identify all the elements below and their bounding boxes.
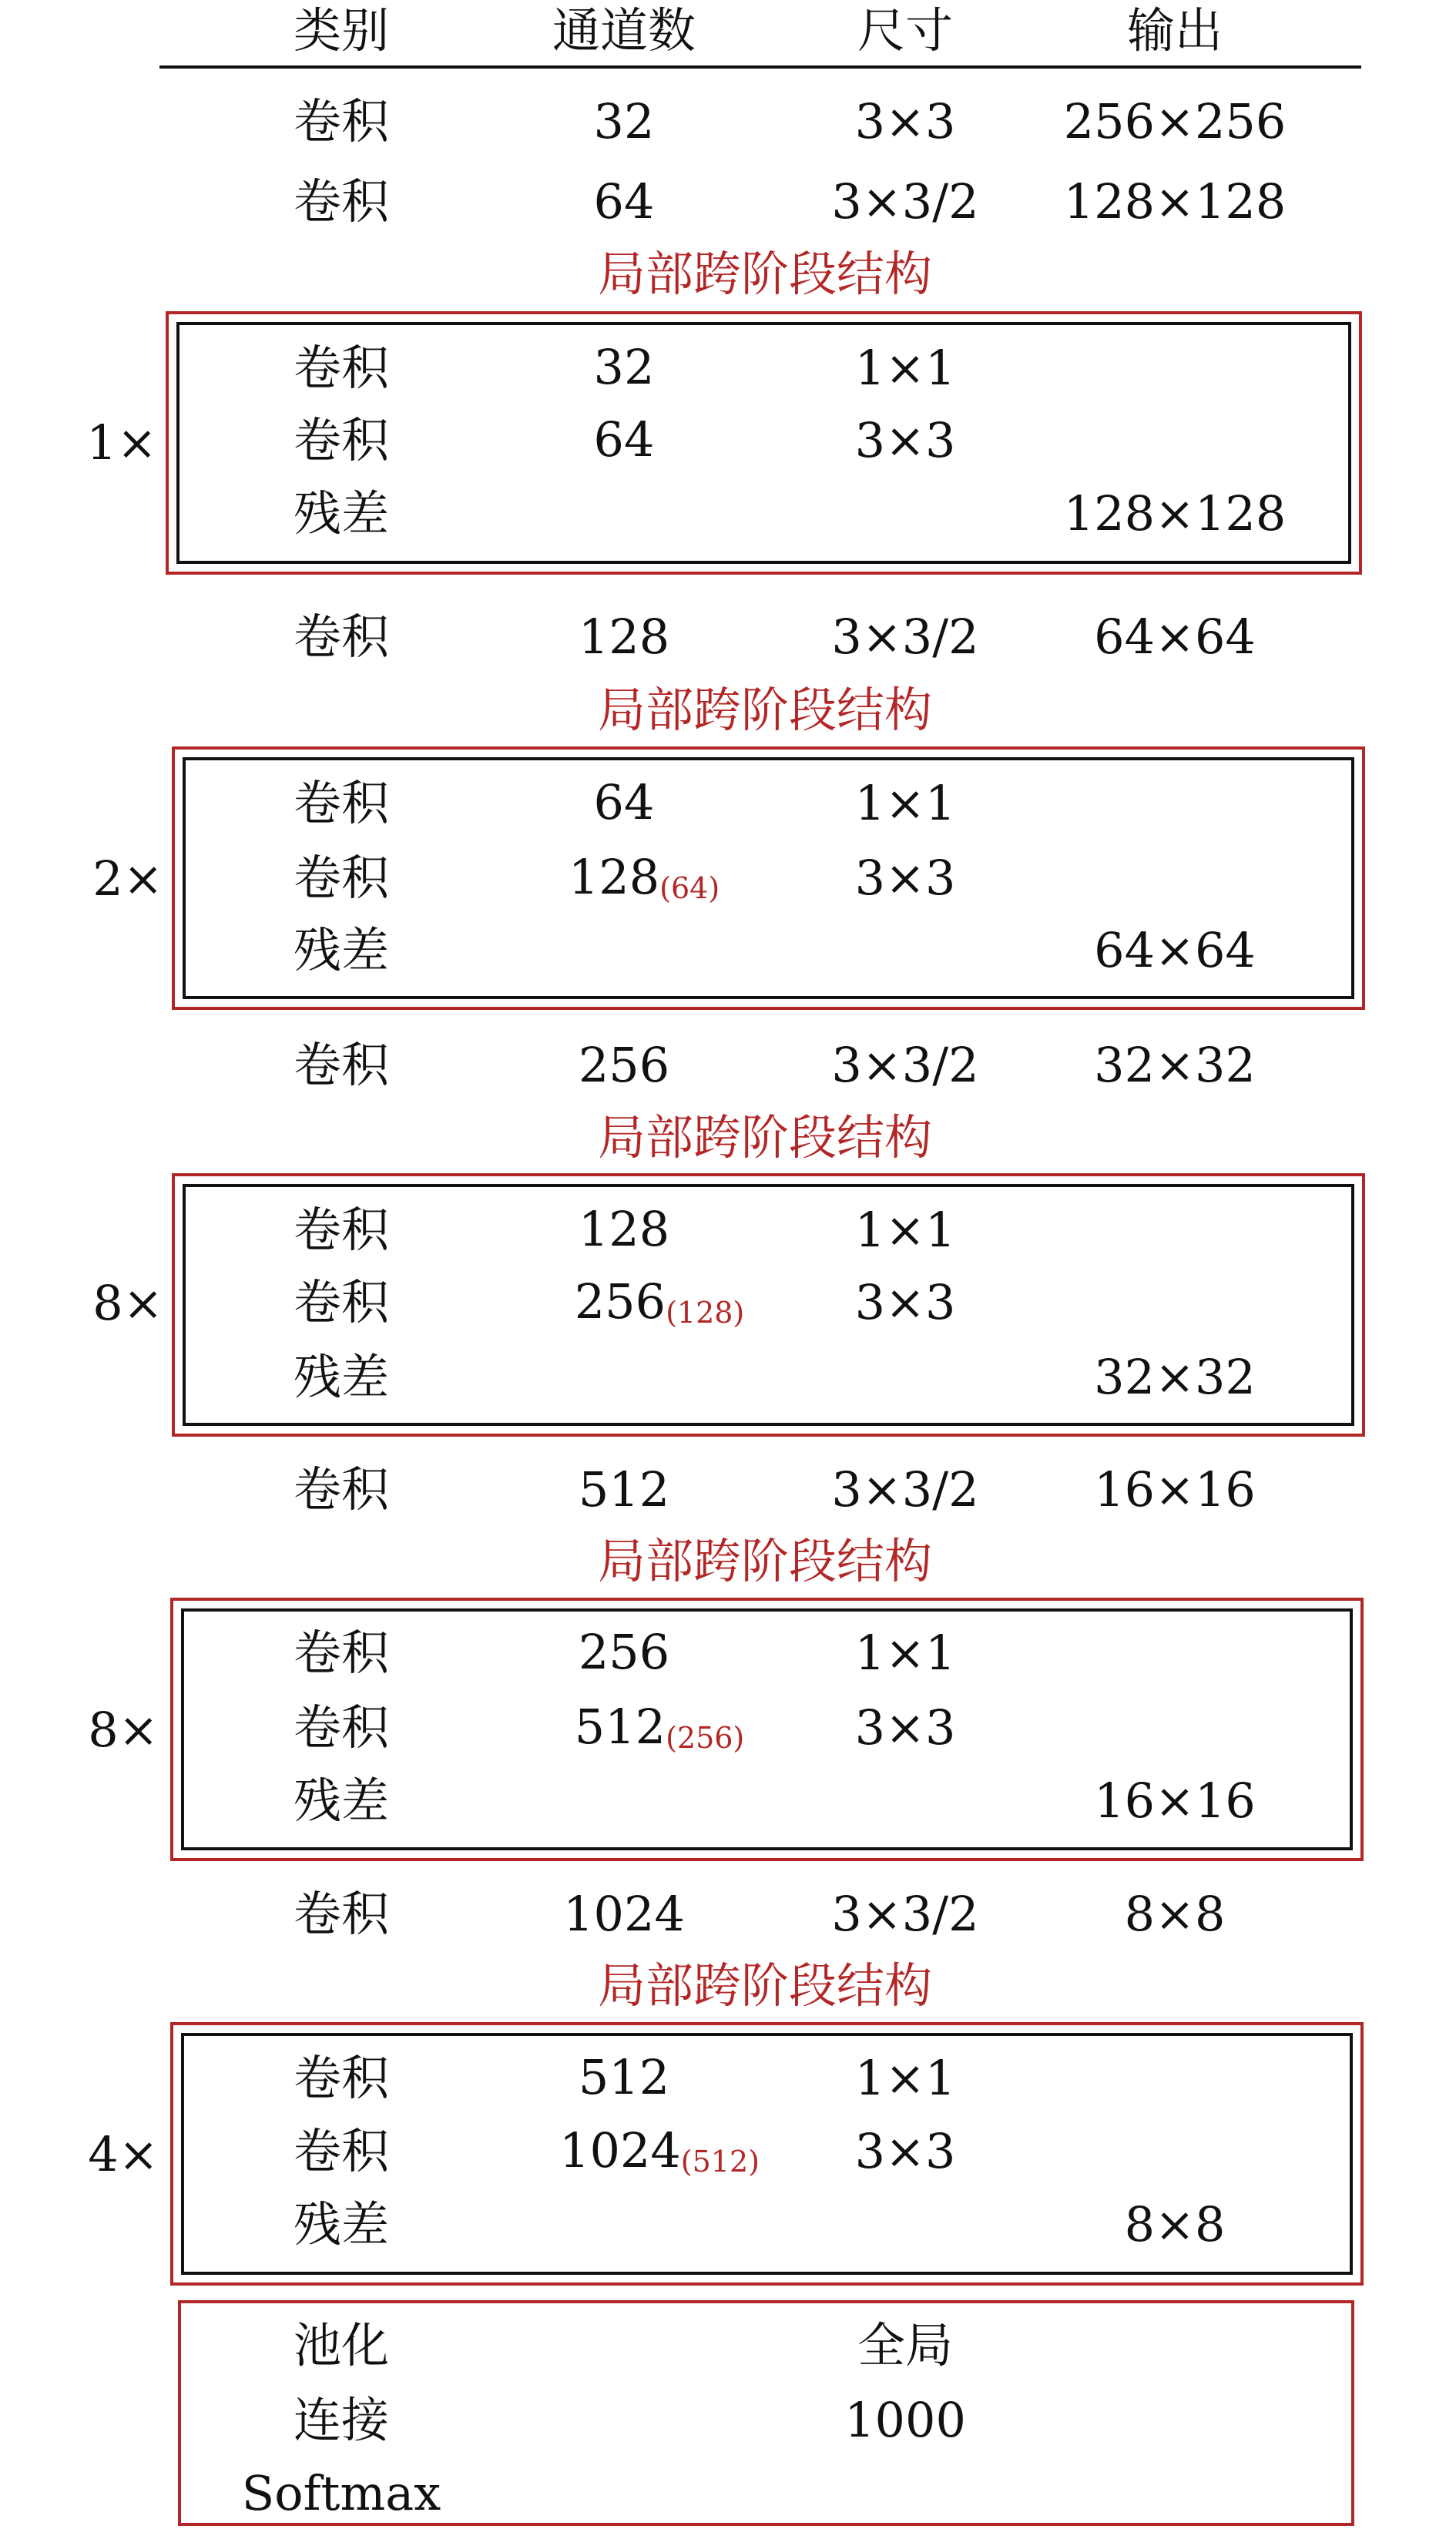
cell-size: 3×3 bbox=[854, 412, 956, 468]
cell-channels: 32 bbox=[593, 93, 655, 149]
cell-category: 残差 bbox=[293, 485, 390, 542]
cell-output: 8×8 bbox=[1124, 1886, 1226, 1942]
cell-channels: 1024(512) bbox=[559, 2122, 760, 2178]
cell-size: 3×3/2 bbox=[831, 1886, 979, 1942]
cell-size: 1×1 bbox=[854, 775, 956, 831]
cell-size: 3×3 bbox=[854, 1274, 956, 1330]
cell-category: Softmax bbox=[241, 2465, 441, 2521]
header-output: 输出 bbox=[1126, 2, 1223, 59]
cell-size: 3×3 bbox=[854, 2123, 956, 2179]
cell-channels: 64 bbox=[593, 774, 655, 830]
cell-output: 128×128 bbox=[1063, 173, 1287, 230]
cell-size: 1×1 bbox=[854, 1625, 956, 1681]
cell-channels: 64 bbox=[593, 411, 655, 468]
cell-size: 1000 bbox=[844, 2392, 966, 2448]
cell-category: 卷积 bbox=[293, 1625, 390, 1681]
cell-channels: 128 bbox=[578, 1201, 670, 1257]
cell-category: 卷积 bbox=[293, 850, 390, 906]
cell-category: 连接 bbox=[293, 2392, 390, 2448]
cell-category: 残差 bbox=[293, 2196, 390, 2252]
cell-output: 16×16 bbox=[1094, 1773, 1256, 1829]
cell-size: 全局 bbox=[857, 2317, 954, 2373]
header-size: 尺寸 bbox=[857, 2, 954, 59]
cell-category: 卷积 bbox=[293, 412, 390, 468]
cell-category: 卷积 bbox=[293, 1461, 390, 1518]
cell-channels: 128 bbox=[578, 609, 670, 665]
cell-category: 卷积 bbox=[293, 609, 390, 665]
cell-channels: 256 bbox=[578, 1037, 670, 1093]
csp-stage-label: 局部跨阶段结构 bbox=[597, 1109, 933, 1166]
cell-output: 128×128 bbox=[1063, 485, 1287, 542]
cell-category: 卷积 bbox=[293, 1274, 390, 1330]
cell-category: 卷积 bbox=[293, 2050, 390, 2106]
cell-channels: 256 bbox=[578, 1624, 670, 1680]
cell-category: 残差 bbox=[293, 1349, 390, 1405]
cell-size: 3×3 bbox=[854, 1699, 956, 1756]
cell-channels: 64 bbox=[593, 173, 655, 230]
cell-size: 1×1 bbox=[854, 340, 956, 396]
cell-size: 3×3/2 bbox=[831, 609, 979, 665]
repeat-count: 1× bbox=[86, 414, 157, 471]
cell-category: 卷积 bbox=[293, 1699, 390, 1756]
csp-stage-label: 局部跨阶段结构 bbox=[597, 246, 933, 302]
repeat-count: 2× bbox=[92, 850, 163, 907]
repeat-count: 8× bbox=[88, 1702, 159, 1758]
cell-size: 1×1 bbox=[854, 1202, 956, 1258]
cell-category: 卷积 bbox=[293, 1037, 390, 1093]
cell-category: 卷积 bbox=[293, 173, 390, 230]
cell-size: 3×3/2 bbox=[831, 1037, 979, 1093]
csp-stage-label: 局部跨阶段结构 bbox=[597, 1957, 933, 2014]
cell-channels: 128(64) bbox=[568, 849, 720, 905]
cell-channels: 256(128) bbox=[574, 1273, 745, 1330]
cell-size: 3×3/2 bbox=[831, 173, 979, 230]
cell-category: 卷积 bbox=[293, 2123, 390, 2179]
cell-channels: 512(256) bbox=[574, 1699, 745, 1755]
header-rule bbox=[159, 65, 1361, 69]
cell-size: 1×1 bbox=[854, 2050, 956, 2106]
cell-channels: 32 bbox=[593, 339, 655, 395]
cell-size: 3×3 bbox=[854, 93, 956, 149]
cell-channels: 512 bbox=[578, 1461, 670, 1518]
cell-output: 32×32 bbox=[1094, 1037, 1256, 1093]
cell-output: 64×64 bbox=[1094, 609, 1256, 665]
cell-output: 256×256 bbox=[1063, 93, 1287, 149]
cell-size: 3×3/2 bbox=[831, 1461, 979, 1518]
repeat-count: 4× bbox=[88, 2126, 159, 2182]
header-category: 类别 bbox=[293, 2, 390, 59]
cell-channels: 512 bbox=[578, 2049, 670, 2105]
cell-category: 残差 bbox=[293, 922, 390, 978]
cell-category: 卷积 bbox=[293, 93, 390, 149]
cell-output: 64×64 bbox=[1094, 922, 1256, 978]
cell-output: 16×16 bbox=[1094, 1461, 1256, 1518]
cell-output: 8×8 bbox=[1124, 2196, 1226, 2252]
csp-stage-label: 局部跨阶段结构 bbox=[597, 682, 933, 738]
cell-category: 卷积 bbox=[293, 1886, 390, 1942]
cell-channels: 1024 bbox=[563, 1886, 685, 1942]
cell-category: 池化 bbox=[293, 2317, 390, 2373]
cell-category: 卷积 bbox=[293, 1202, 390, 1258]
cell-category: 卷积 bbox=[293, 340, 390, 396]
header-channels: 通道数 bbox=[552, 2, 696, 59]
repeat-count: 8× bbox=[92, 1275, 163, 1331]
csp-stage-label: 局部跨阶段结构 bbox=[597, 1533, 933, 1589]
cell-size: 3×3 bbox=[854, 850, 956, 906]
cell-category: 卷积 bbox=[293, 775, 390, 831]
cell-category: 残差 bbox=[293, 1773, 390, 1829]
cell-output: 32×32 bbox=[1094, 1349, 1256, 1405]
